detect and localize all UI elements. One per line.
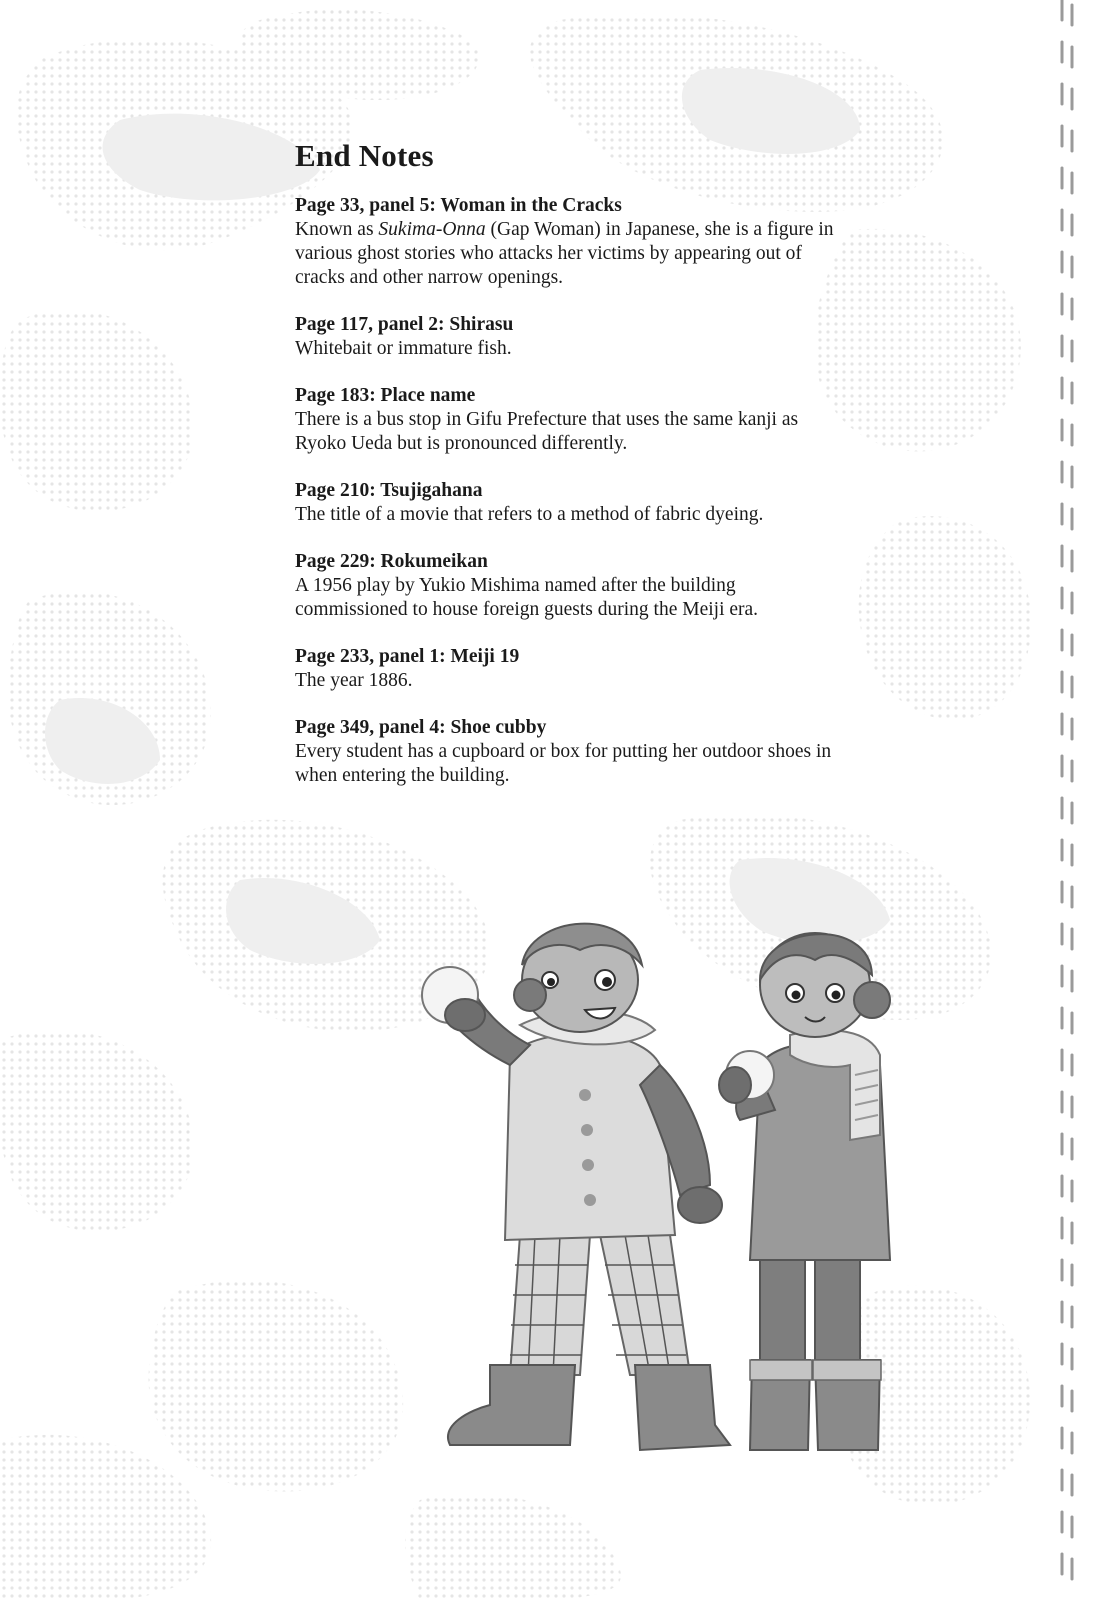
note-item (295, 313, 835, 361)
note-body-italic-term: Sukima-Onna (378, 219, 486, 240)
note-item (295, 550, 835, 622)
stitch-border (1050, 0, 1090, 1600)
note-item (295, 384, 835, 456)
note-item (295, 479, 835, 527)
end-notes-section (295, 138, 835, 811)
note-body (295, 218, 835, 290)
note-heading: Page 117, panel 2: Shirasu (295, 314, 514, 335)
girl-left-figure (422, 924, 730, 1450)
note-item (295, 645, 835, 693)
note-body: The title of a movie that refers to a method of fabric dyeing. (295, 504, 764, 525)
note-body: The year 1886. (295, 670, 413, 691)
note-body: Whitebait or immature fish. (295, 338, 512, 359)
note-item (295, 716, 835, 788)
page-title: End Notes (295, 138, 434, 173)
note-body: A 1956 play by Yukio Mishima named after the building commissioned to house foreign guests during the Meiji era. (295, 575, 759, 620)
note-heading: Page 183: Place name (295, 385, 476, 406)
note-heading: Page 33, panel 5: Woman in the Cracks (295, 195, 622, 216)
note-body: Every student has a cupboard or box for putting her outdoor shoes in when entering the building. (295, 741, 832, 786)
note-heading: Page 229: Rokumeikan (295, 551, 488, 572)
note-heading: Page 210: Tsujigahana (295, 480, 483, 501)
girl-right-figure (719, 933, 890, 1450)
note-heading: Page 349, panel 4: Shoe cubby (295, 717, 547, 738)
note-body: There is a bus stop in Gifu Prefecture that uses the same kanji as Ryoko Ueda but is pronounced differently. (295, 409, 799, 454)
two-girls-snowball-illustration (410, 905, 950, 1485)
note-body-prefix: Known as (295, 219, 379, 240)
note-heading: Page 233, panel 1: Meiji 19 (295, 646, 520, 667)
note-body-suffix: (Gap Woman) in Japanese, she is a figure in various ghost stories who attacks her victims by appearing out of cracks and other narrow openings. (295, 219, 834, 288)
note-item (295, 194, 835, 290)
